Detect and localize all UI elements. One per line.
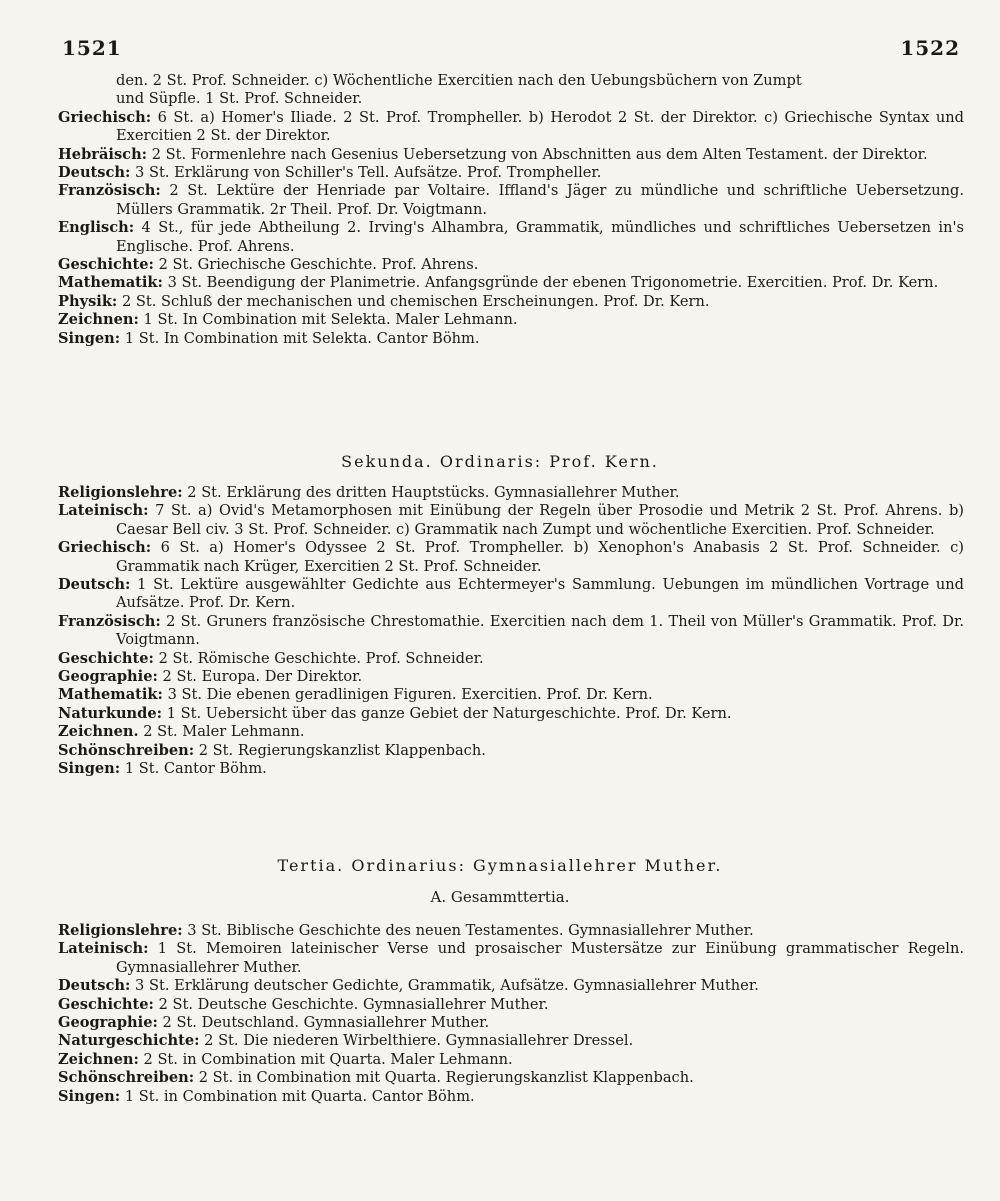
schedule-entry: [58, 996, 964, 1014]
schedule-entry: [58, 1051, 964, 1069]
subject-label: Geographie:: [58, 668, 158, 686]
subject-label: Singen:: [58, 329, 121, 347]
subject-description: 3 St. Erklärung deutscher Gedichte, Grammatik, Aufsätze. Gymnasiallehrer Muther.: [135, 977, 759, 995]
continuation-line: und Süpfle. 1 St. Prof. Schneider.: [116, 90, 363, 108]
subject-label: Französisch:: [58, 612, 161, 630]
top-entries: [58, 109, 964, 348]
subject-label: Mathematik:: [58, 274, 163, 292]
subject-description: 6 St. a) Homer's Iliade. 2 St. Prof. Trompheller. b) Herodot 2 St. der Direktor. c) Griechische Syntax und Exercitien 2 St. der Direktor.: [116, 108, 965, 145]
schedule-entry: [58, 293, 964, 311]
tertia-subheading: A. Gesammttertia.: [430, 888, 570, 906]
schedule-entry: [58, 274, 964, 292]
subject-label: Zeichnen:: [58, 311, 139, 329]
subject-description: 2 St. Römische Geschichte. Prof. Schneider.: [158, 649, 484, 667]
schedule-entry: [58, 940, 964, 977]
schedule-entry: [58, 256, 964, 274]
schedule-entry: [58, 146, 964, 164]
schedule-entry: [58, 760, 964, 778]
subject-label: Geschichte:: [58, 649, 154, 667]
subject-label: Deutsch:: [58, 164, 131, 182]
schedule-entry: [58, 1088, 964, 1106]
page-number-right: 1522: [900, 36, 960, 60]
subject-description: 1 St. In Combination mit Selekta. Cantor Böhm.: [124, 329, 480, 347]
subject-label: Deutsch:: [58, 576, 131, 594]
schedule-entry: [58, 311, 964, 329]
subject-label: Schönschreiben:: [58, 1069, 195, 1087]
subject-label: Physik:: [58, 292, 118, 310]
subject-description: 2 St. Deutschland. Gymnasiallehrer Muther.: [162, 1014, 490, 1032]
subject-label: Naturkunde:: [58, 704, 163, 722]
schedule-entry: [58, 1014, 964, 1032]
subject-description: 2 St. Die niederen Wirbelthiere. Gymnasiallehrer Dressel.: [204, 1032, 634, 1050]
subject-label: Religionslehre:: [58, 484, 183, 501]
subject-label: Naturgeschichte:: [58, 1032, 200, 1050]
schedule-entry: [58, 484, 964, 502]
subject-description: 3 St. Die ebenen geradlinigen Figuren. Exercitien. Prof. Dr. Kern.: [167, 686, 653, 704]
subject-label: Zeichnen:: [58, 1050, 139, 1068]
subject-description: 2 St. Europa. Der Direktor.: [162, 668, 363, 686]
subject-label: Griechisch:: [58, 108, 152, 126]
top-section: [58, 72, 964, 348]
subject-description: 3 St. Erklärung von Schiller's Tell. Aufsätze. Prof. Trompheller.: [135, 164, 602, 182]
subject-description: 2 St. Griechische Geschichte. Prof. Ahrens.: [158, 256, 479, 274]
subject-description: 2 St. Gruners französische Chrestomathie. Exercitien nach dem 1. Theil von Müller's Grammatik. Prof. Dr. Voigtmann.: [116, 612, 964, 649]
sekunda-entries: [58, 484, 964, 779]
page-number-left: 1521: [62, 36, 122, 60]
schedule-entry: [58, 686, 964, 704]
subject-description: 1 St. Cantor Böhm.: [124, 760, 267, 778]
schedule-entry: [58, 164, 964, 182]
subject-description: 2 St. Lektüre der Henriade par Voltaire. Iffland's Jäger zu mündliche und schriftliche Uebersetzung. Müllers Grammatik. 2r Theil. Prof. Dr. Voigtmann.: [116, 182, 965, 218]
schedule-entry: [58, 742, 964, 760]
subject-description: 2 St. Schluß der mechanischen und chemischen Erscheinungen. Prof. Dr. Kern.: [121, 292, 710, 310]
schedule-entry: [58, 219, 964, 256]
schedule-entry: [58, 182, 964, 219]
schedule-entry: [58, 1069, 964, 1087]
subject-label: Englisch:: [58, 219, 135, 237]
subject-description: 2 St. Deutsche Geschichte. Gymnasiallehrer Muther.: [158, 995, 549, 1013]
subject-label: Zeichnen.: [58, 723, 139, 741]
tertia-entries: [58, 922, 964, 1106]
subject-description: 1 St. Uebersicht über das ganze Gebiet der Naturgeschichte. Prof. Dr. Kern.: [166, 704, 732, 722]
schedule-entry: [58, 723, 964, 741]
subject-label: Hebräisch:: [58, 145, 148, 163]
subject-label: Singen:: [58, 760, 121, 778]
schedule-entry: [58, 705, 964, 723]
subject-label: Deutsch:: [58, 977, 131, 995]
subject-label: Geographie:: [58, 1014, 158, 1032]
subject-description: 2 St. in Combination mit Quarta. Regierungskanzlist Klappenbach.: [198, 1069, 694, 1087]
subject-description: 1 St. Lektüre ausgewählter Gedichte aus Echtermeyer's Sammlung. Uebungen im mündlichen Vortrage und Aufsätze. Prof. Dr. Kern.: [116, 576, 964, 612]
schedule-entry: [58, 977, 964, 995]
subject-description: 3 St. Beendigung der Planimetrie. Anfangsgründe der ebenen Trigonometrie. Exercitien. Prof. Dr. Kern.: [167, 274, 939, 292]
schedule-entry: [58, 109, 964, 146]
subject-description: 1 St. In Combination mit Selekta. Maler Lehmann.: [143, 311, 518, 329]
schedule-entry: [58, 650, 964, 668]
subject-label: Geschichte:: [58, 995, 154, 1013]
schedule-entry: [58, 1032, 964, 1050]
schedule-entry: [58, 576, 964, 613]
subject-description: 2 St. in Combination mit Quarta. Maler Lehmann.: [143, 1050, 513, 1068]
subject-label: Lateinisch:: [58, 940, 149, 958]
subject-description: 2 St. Regierungskanzlist Klappenbach.: [198, 741, 486, 759]
subject-description: 2 St. Formenlehre nach Gesenius Uebersetzung von Abschnitten aus dem Alten Testament. der Direktor.: [151, 145, 928, 163]
subject-label: Lateinisch:: [58, 502, 149, 520]
subject-description: 6 St. a) Homer's Odyssee 2 St. Prof. Trompheller. b) Xenophon's Anabasis 2 St. Prof. Schneider. c) Grammatik nach Krüger, Exercitien 2 St. Prof. Schneider.: [116, 539, 964, 575]
subject-description: 7 St. a) Ovid's Metamorphosen mit Einübung der Regeln über Prosodie und Metrik 2 St. Prof. Ahrens. b) Caesar Bell civ. 3 St. Prof. Schneider. c) Grammatik nach Zumpt und wöchentliche Exercitien. Prof. Schneider.: [116, 502, 964, 538]
subject-description: 2 St. Erklärung des dritten Hauptstücks. Gymnasiallehrer Muther.: [187, 484, 680, 501]
continuation-line: den. 2 St. Prof. Schneider. c) Wöchentliche Exercitien nach den Uebungsbüchern von Zumpt: [116, 72, 802, 89]
schedule-entry: [58, 922, 964, 940]
schedule-entry: [58, 330, 964, 348]
subject-label: Schönschreiben:: [58, 741, 195, 759]
subject-description: 2 St. Maler Lehmann.: [143, 723, 305, 741]
subject-label: Religionslehre:: [58, 922, 183, 939]
schedule-entry: [58, 539, 964, 576]
subject-description: 4 St., für jede Abtheilung 2. Irving's Alhambra, Grammatik, mündliches und schriftliches Uebersetzen in's Englische. Prof. Ahrens.: [116, 219, 964, 255]
tertia-heading: Tertia. Ordinarius: Gymnasiallehrer Muther.: [277, 856, 723, 875]
subject-description: 1 St. in Combination mit Quarta. Cantor Böhm.: [124, 1087, 475, 1105]
subject-label: Geschichte:: [58, 256, 154, 274]
schedule-entry: [58, 613, 964, 650]
subject-description: 3 St. Biblische Geschichte des neuen Testamentes. Gymnasiallehrer Muther.: [187, 922, 754, 939]
schedule-entry: [58, 668, 964, 686]
tertia-section: [58, 922, 964, 1106]
subject-label: Singen:: [58, 1087, 121, 1105]
schedule-entry: [58, 502, 964, 539]
subject-label: Französisch:: [58, 182, 161, 200]
subject-description: 1 St. Memoiren lateinischer Verse und prosaischer Mustersätze zur Einübung grammatischer Regeln. Gymnasiallehrer Muther.: [116, 940, 965, 976]
subject-label: Mathematik:: [58, 686, 163, 704]
subject-label: Griechisch:: [58, 539, 152, 557]
sekunda-heading: Sekunda. Ordinaris: Prof. Kern.: [341, 452, 659, 471]
sekunda-section: [58, 484, 964, 779]
